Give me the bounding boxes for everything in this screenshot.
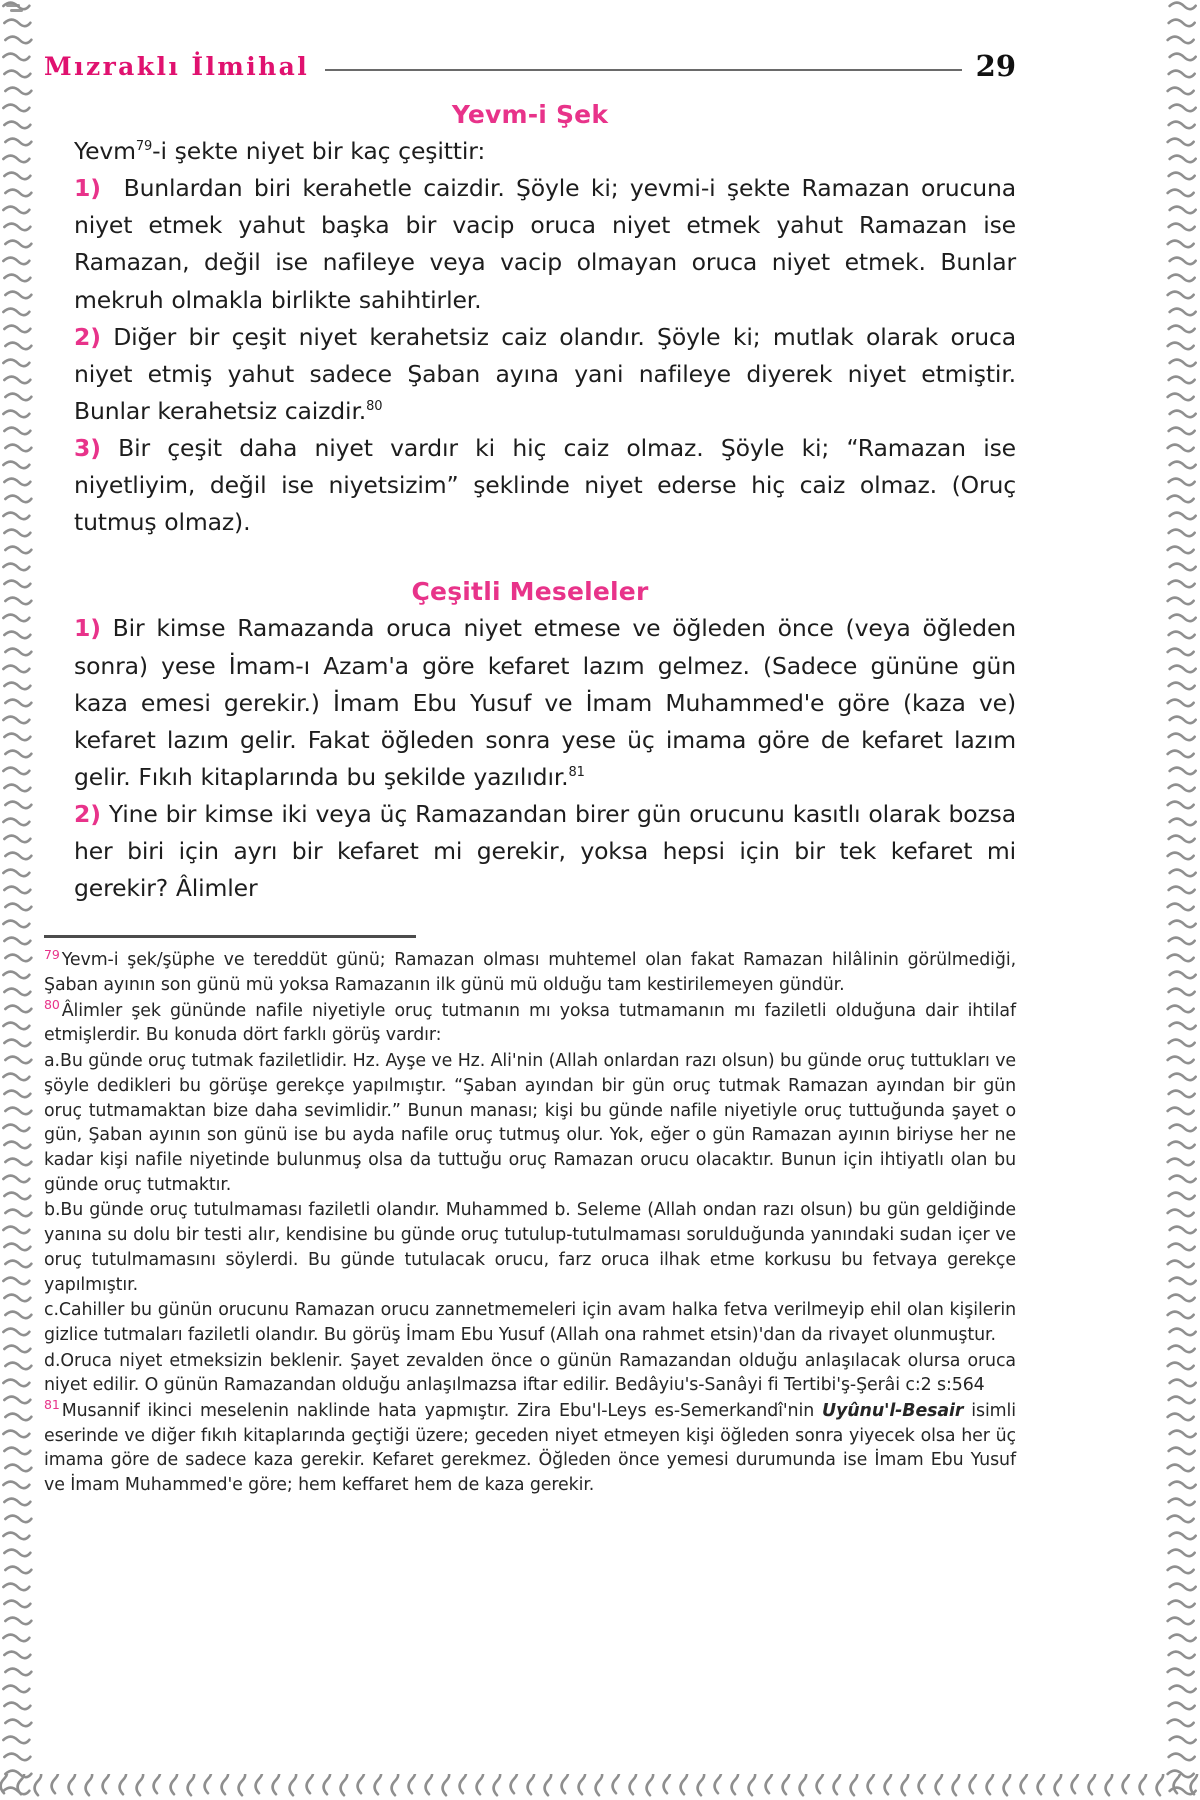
footnote-item-label: d. — [44, 1350, 61, 1371]
book-title: Mızraklı İlmihal — [44, 51, 310, 81]
list-text: Yine bir kimse iki veya üç Ramazandan birer gün orucunu kasıtlı olarak bozsa her biri için ayrı bir kefaret mi gerekir, yoksa hepsi için bir tek kefaret mi gerekir? Âlimler — [74, 800, 1017, 903]
footnote-separator-rule — [44, 935, 416, 938]
page-edge-decoration-right — [1166, 0, 1200, 1800]
list-number: 3) — [74, 434, 101, 462]
intro-rest: -i şekte niyet bir kaç çeşittir: — [152, 137, 486, 165]
section-heading-cesitli-meseleler: Çeşitli Meseleler — [411, 577, 649, 607]
footnote-80 — [44, 996, 1016, 1048]
footnote-ref-80: 80 — [366, 399, 383, 415]
footnote-ref-79: 79 — [135, 139, 153, 155]
footnote-item-d — [44, 1349, 1016, 1398]
footnote-marker: 80 — [44, 996, 60, 1012]
footnote-81 — [44, 1399, 1016, 1498]
footnote-book-title: Uyûnu'l-Besair — [822, 1401, 964, 1422]
list-item-1-meseleler — [44, 610, 1016, 796]
footnote-item-label: b. — [44, 1200, 61, 1221]
footnote-ref-81: 81 — [568, 765, 585, 781]
list-text: Bunlardan biri kerahetle caizdir. Şöyle ki; yevmi-i şekte Ramazan orucuna niyet etmek yahut başka bir vacip oruca niyet etmek yahut Ramazan ise Ramazan, değil ise nafileye veya vacip olmayan oruca niyet etmek. Bunlar mekruh olmakla birlikte sahihtirler. — [74, 174, 1017, 314]
footnote-text-after: isimli eserinde ve diğer fıkıh kitaplarında geçtiği üzere; geceden niyet etmeyen kişi öğleden sonra yiyecek olsa her üç imama göre de sadece kaza gerekir. Kefaret gerekmez. Öğleden önce yemesi durumunda ise İmam Ebu Yusuf ve İmam Muhammed'e göre; hem keffaret hem de kaza gerekir. — [44, 1401, 1016, 1496]
footnote-marker: 81 — [44, 1397, 60, 1413]
list-text: Diğer bir çeşit niyet kerahetsiz caiz olandır. Şöyle ki; mutlak olarak oruca niyet etmiş yahut sadece Şaban ayına yani nafileye diyerek niyet etmiştir. Bunlar kerahetsiz caizdir. — [74, 322, 1016, 425]
intro-word: Yevm — [74, 137, 136, 165]
header-rule — [325, 69, 961, 71]
section-heading-yevm-i-sek: Yevm-i Şek — [451, 100, 609, 129]
page-content — [44, 0, 1016, 1499]
footnote-item-text: Oruca niyet etmeksizin beklenir. Şayet zevalden önce o günün Ramazandan olduğu anlaşılacak olursa oruca niyet edilir. O günün Ramazandan olduğu anlaşılmazsa iftar edilir. Bedâyiu's-Sanâyi fi Tertibi'ş-Şerâi c:2 s:564 — [44, 1350, 1016, 1396]
footnote-marker: 79 — [44, 946, 60, 962]
page-edge-decoration-left — [0, 0, 34, 1800]
footnote-item-text: Bu günde oruç tutulmaması faziletli olandır. Muhammed b. Seleme (Allah ondan razı olsun) bu gün geldiğinde yanına su dolu bir testi alır, kendisine bu günde oruç tutulup-tutulmaması sorulduğunda yanındaki sudan içer ve oruç tutulmamasını söylerdi. Bu günde tutulacak orucu, farz oruca ilhak etme korkusu bu fetvaya gerekçe yapılmıştır. — [44, 1200, 1016, 1295]
footnote-text: Yevm-i şek/şüphe ve tereddüt günü; Ramazan olması muhtemel olan fakat Ramazan hilâlinin görülmediği, Şaban ayının son günü mü yoksa Ramazanın ilk günü mü olduğu tam kestirilemeyen gündür. — [44, 950, 1016, 996]
footnote-item-c — [44, 1298, 1016, 1347]
list-number: 2) — [74, 322, 101, 351]
page-number: 29 — [975, 49, 1016, 83]
footnote-item-text: Cahiller bu günün orucunu Ramazan orucu zannetmemeleri için avam halka fetva verilmeyip ehil olan kişilerin gizlice tutmaları faziletli olandır. Bu görüş İmam Ebu Yusuf (Allah ona rahmet etsin)'dan da rivayet olunmuştur. — [44, 1300, 1016, 1345]
running-head — [44, 46, 1016, 86]
page-edge-decoration-bottom — [0, 1774, 1200, 1800]
footnote-79 — [44, 948, 1016, 997]
footnote-item-label: c. — [44, 1300, 59, 1321]
list-text: Bir kimse Ramazanda oruca niyet etmese ve öğleden önce (veya öğleden sonra) yese İmam-ı Azam'a göre kefaret lazım gelmez. (Sadece gününe gün kaza emesi gerekir.) İmam Ebu Yusuf ve İmam Muhammed'e göre (kaza ve) kefaret lazım gelir. Fakat öğleden sonra yese üç imama göre de kefaret lazım gelir. Fıkıh kitaplarında bu şekilde yazılıdır. — [74, 614, 1017, 791]
footnote-item-text: Bu günde oruç tutmak faziletlidir. Hz. Ayşe ve Hz. Ali'nin (Allah onlardan razı olsun) bu günde oruç tuttukları ve şöyle dedikleri bu görüşe gerekçe yapılmıştır. “Şaban ayından bir gün oruç tutmak Ramazan ayından bir gün oruç tutmamaktan bize daha sevimlidir.” Bunun manası; kişi bu günde nafile niyetiyle oruç tuttuğunda şayet o gün, Şaban ayının son günü ise bu ayda nafile oruç tutmuş olur. Yok, eğer o gün Ramazan ayının biriyse her ne kadar kişi nafile niyetinde bulunmuş olsa da tuttuğu oruç Ramazan orucu olacaktır. Bunun için ihtiyatlı olan bu günde oruç tutmaktır. — [44, 1051, 1016, 1195]
list-item-1-yevm — [44, 170, 1016, 319]
footnotes-block — [44, 948, 1016, 1497]
list-item-2-meseleler — [44, 796, 1016, 907]
list-number: 1) — [74, 174, 101, 203]
list-text: Bir çeşit daha niyet vardır ki hiç caiz olmaz. Şöyle ki; “Ramazan ise niyetliyim, değil ise niyetsizim” şeklinde niyet ederse hiç caiz olmaz. (Oruç tutmuş olmaz). — [74, 434, 1016, 537]
list-item-3-yevm — [44, 430, 1016, 541]
section-intro-paragraph — [44, 133, 1016, 170]
footnote-text-before: Musannif ikinci meselenin naklinde hata yapmıştır. Zira Ebu'l-Leys es-Semerkandî'nin — [61, 1401, 822, 1422]
footnote-item-a — [44, 1049, 1016, 1197]
list-number: 1) — [74, 614, 101, 643]
list-number: 2) — [74, 800, 101, 828]
footnote-text: Âlimler şek gününde nafile niyetiyle oruç tutmanın mı yoksa tutmamanın mı faziletli olduğuna dair ihtilaf etmişlerdir. Bu konuda dört farklı görüş vardır: — [44, 1000, 1016, 1046]
list-item-2-yevm — [44, 319, 1016, 430]
footnote-item-label: a. — [44, 1051, 60, 1072]
footnote-item-b — [44, 1198, 1016, 1297]
